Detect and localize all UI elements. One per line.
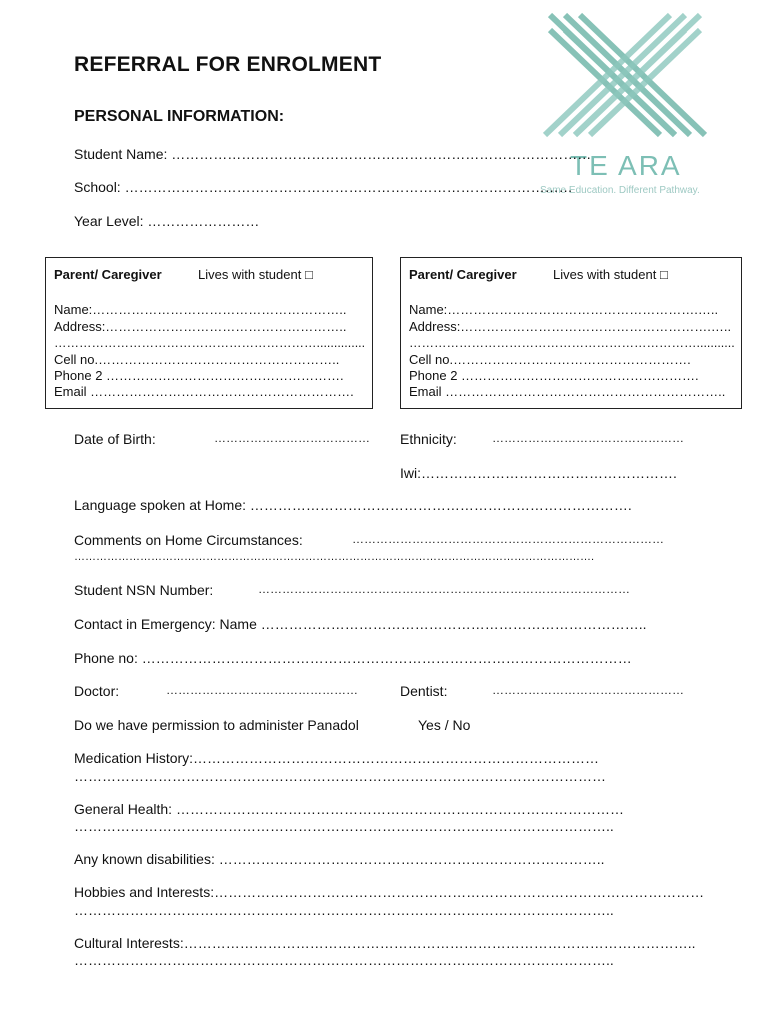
school-field[interactable]: School: …………………………………………………………………………………… bbox=[74, 179, 573, 195]
caregiver-email-field[interactable]: Email ……………………………………………………….. bbox=[409, 384, 726, 399]
general-health-field[interactable]: General Health: …………………………………………………………………………………… bbox=[74, 801, 624, 817]
caregiver-phone2-field[interactable]: Phone 2 ………………………………………………. bbox=[54, 368, 344, 383]
section-heading: PERSONAL INFORMATION: bbox=[74, 108, 285, 125]
emergency-contact-field[interactable]: Contact in Emergency: Name ……………………………………………………………………….. bbox=[74, 616, 647, 632]
doctor-field[interactable]: ………………………………………… bbox=[166, 683, 358, 697]
medication-history-field[interactable]: Medication History:…………………………………………………………………………… bbox=[74, 750, 600, 766]
panadol-question: Do we have permission to administer Panadol bbox=[74, 717, 359, 733]
general-health-line2[interactable]: …………………………………………………………………………………………………….. bbox=[74, 818, 614, 834]
iwi-field[interactable]: Iwi:………………………………………………. bbox=[400, 465, 677, 481]
caregiver-phone2-field[interactable]: Phone 2 ………………………………………………. bbox=[409, 368, 699, 383]
student-name-field[interactable]: Student Name: ……………………………………………………………………………… bbox=[74, 146, 592, 162]
hobbies-field[interactable]: Hobbies and Interests:…………………………………………………………………………………………… bbox=[74, 884, 705, 900]
doctor-label: Doctor: bbox=[74, 683, 120, 699]
comments-line2[interactable]: ……………………………………………………………………………………………………………………………. bbox=[74, 551, 595, 563]
caregiver-header: Parent/ Caregiver bbox=[54, 267, 162, 282]
ethnicity-label: Ethnicity: bbox=[400, 431, 457, 447]
caregiver-cell-field[interactable]: Cell no.………………………………………………. bbox=[409, 352, 691, 367]
caregiver-address-field[interactable]: Address:……………………………………………….. bbox=[54, 319, 347, 334]
caregiver-name-field[interactable]: Name:………………………………………………….. bbox=[54, 302, 347, 317]
caregiver-header: Parent/ Caregiver bbox=[409, 267, 517, 282]
caregiver-box-1 bbox=[45, 257, 373, 409]
logo-mark-icon bbox=[530, 10, 730, 140]
caregiver-cell-field[interactable]: Cell no.……………………………………………….. bbox=[54, 352, 340, 367]
lives-with-student-checkbox[interactable]: Lives with student □ bbox=[198, 267, 313, 282]
ethnicity-field[interactable]: ………………………………………… bbox=[492, 431, 684, 445]
panadol-yes-no[interactable]: Yes / No bbox=[418, 717, 471, 733]
nsn-field[interactable]: ………………………………………………………………………………… bbox=[258, 582, 630, 596]
comments-field[interactable]: …………………………………………………………………… bbox=[352, 532, 664, 546]
dob-field[interactable]: ………………………………… bbox=[214, 431, 370, 445]
comments-label: Comments on Home Circumstances: bbox=[74, 532, 303, 548]
caregiver-name-field[interactable]: Name:………………………………………………….….. bbox=[409, 302, 719, 317]
logo-name: TE ARA bbox=[570, 150, 682, 181]
caregiver-address-line2[interactable]: ……………………………………………………….............. bbox=[54, 336, 366, 350]
cultural-interests-line2[interactable]: …………………………………………………………………………………………………….. bbox=[74, 952, 614, 968]
logo-tagline: Same Education. Different Pathway. bbox=[540, 185, 700, 196]
caregiver-address-line2[interactable]: ……………………………………………………………........... bbox=[409, 336, 735, 350]
phone-field[interactable]: Phone no: …………………………………………………………………………………………… bbox=[74, 650, 632, 666]
cultural-interests-field[interactable]: Cultural Interests:……………………………………………………………………………………………….. bbox=[74, 935, 696, 951]
medication-history-line2[interactable]: …………………………………………………………………………………………………… bbox=[74, 768, 606, 784]
dentist-label: Dentist: bbox=[400, 683, 448, 699]
lives-with-student-checkbox[interactable]: Lives with student □ bbox=[553, 267, 668, 282]
page-title: REFERRAL FOR ENROLMENT bbox=[74, 53, 382, 76]
caregiver-address-field[interactable]: Address:………………………………………………….….. bbox=[409, 319, 732, 334]
year-level-field[interactable]: Year Level: …………………… bbox=[74, 213, 260, 229]
caregiver-box-2 bbox=[400, 257, 742, 409]
disabilities-field[interactable]: Any known disabilities: ……………………………………………………………………….. bbox=[74, 851, 605, 867]
dentist-field[interactable]: ………………………………………… bbox=[492, 683, 684, 697]
language-field[interactable]: Language spoken at Home: ………………………………………………………………………. bbox=[74, 497, 632, 513]
hobbies-line2[interactable]: …………………………………………………………………………………………………….. bbox=[74, 902, 614, 918]
dob-label: Date of Birth: bbox=[74, 431, 156, 447]
nsn-label: Student NSN Number: bbox=[74, 582, 214, 598]
caregiver-email-field[interactable]: Email ……………………………………………………. bbox=[54, 384, 354, 399]
